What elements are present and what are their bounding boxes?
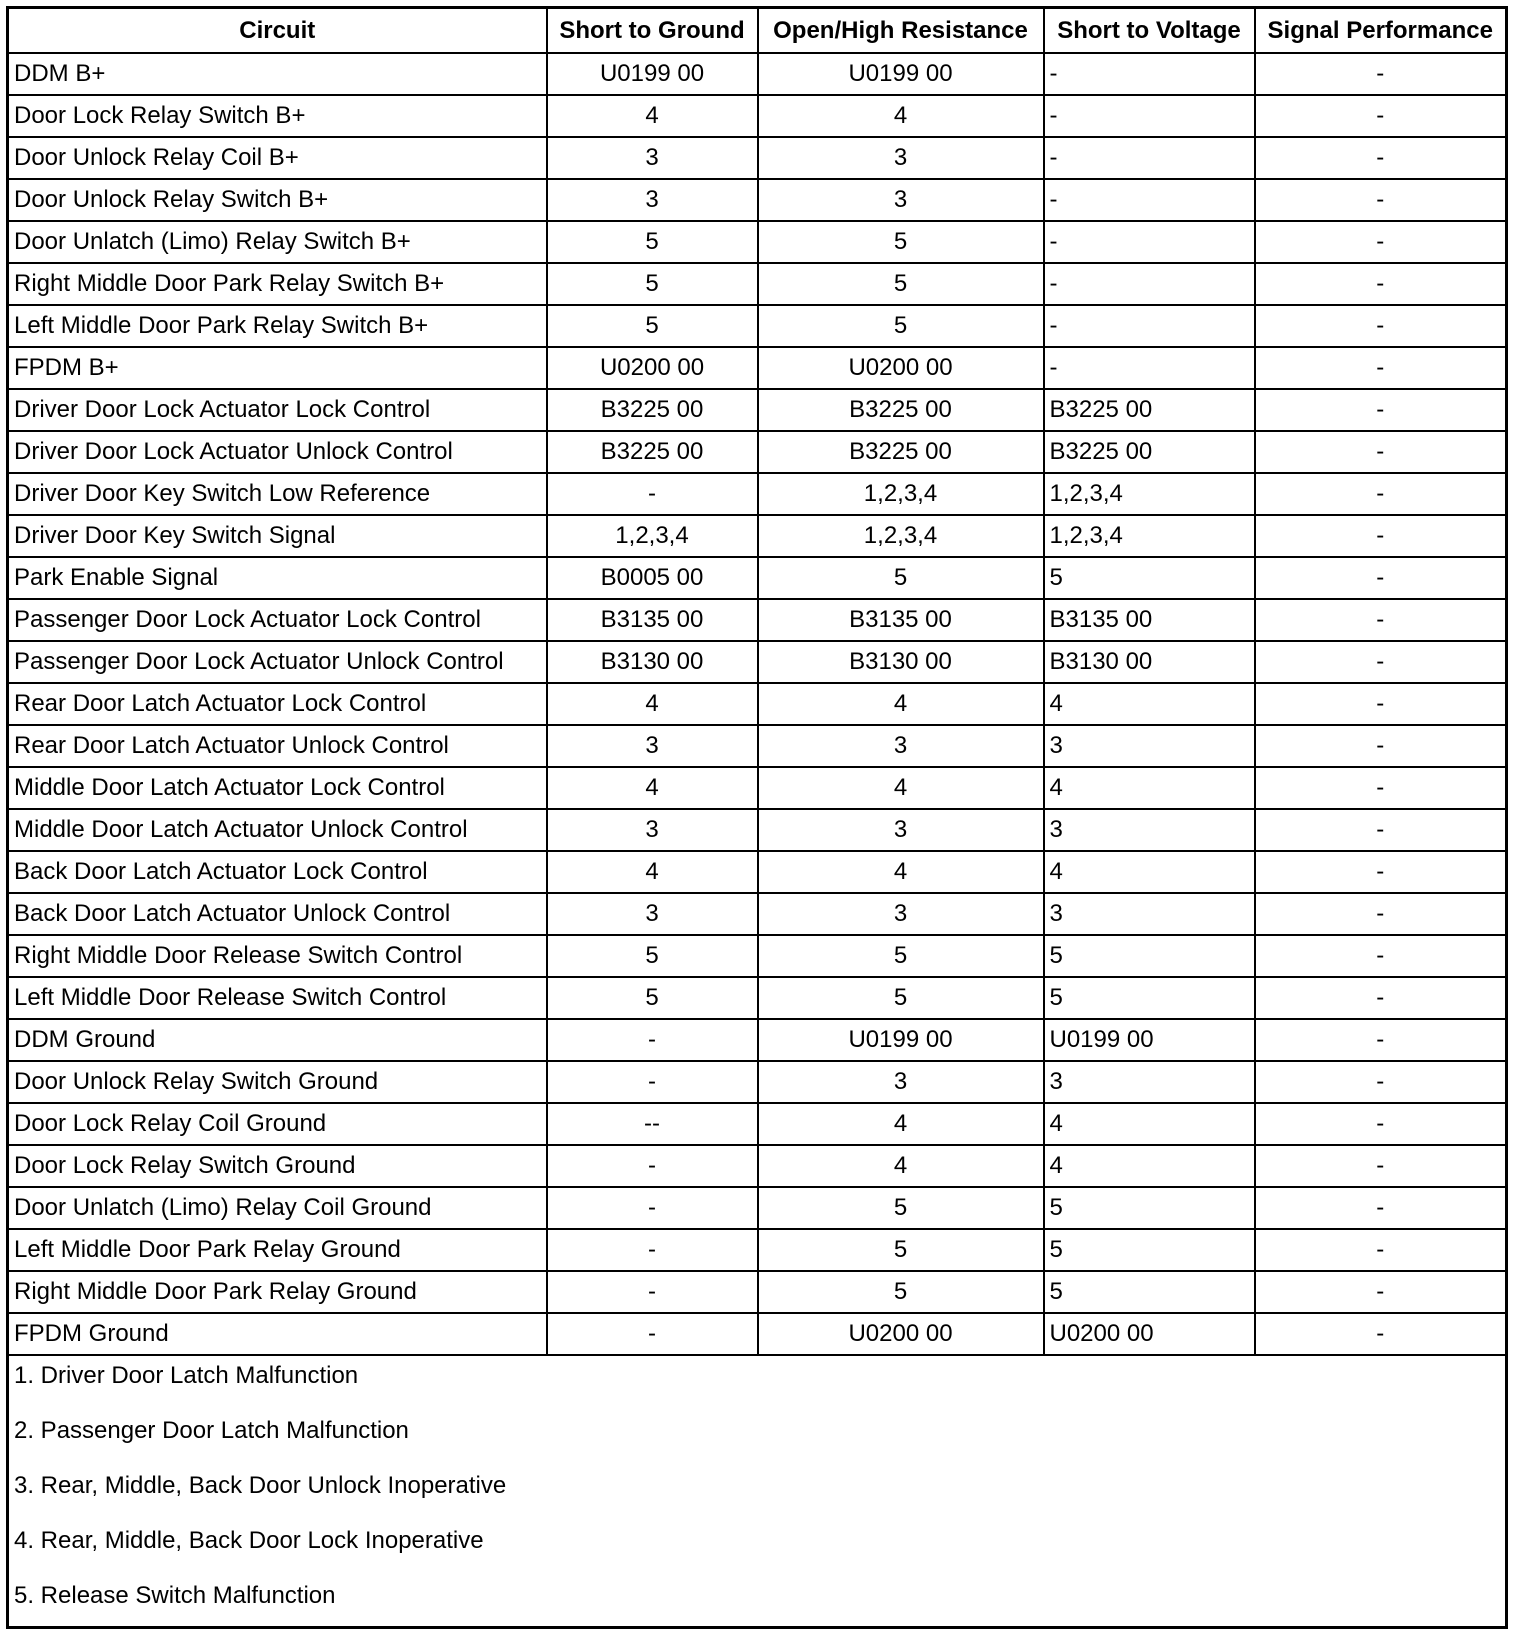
table-row [8, 893, 1507, 935]
cell-short-to-voltage: 1,2,3,4 [1044, 473, 1255, 515]
cell-circuit: Rear Door Latch Actuator Unlock Control [8, 725, 547, 767]
cell-open-high-resistance: 1,2,3,4 [758, 515, 1044, 557]
cell-signal-performance: - [1255, 515, 1507, 557]
cell-signal-performance: - [1255, 347, 1507, 389]
cell-short-to-voltage: 5 [1044, 977, 1255, 1019]
cell-short-to-ground: 4 [547, 95, 758, 137]
cell-short-to-ground: 4 [547, 767, 758, 809]
cell-short-to-ground: B3225 00 [547, 431, 758, 473]
cell-short-to-ground: U0200 00 [547, 347, 758, 389]
table-row [8, 1103, 1507, 1145]
cell-circuit: Passenger Door Lock Actuator Lock Control [8, 599, 547, 641]
cell-short-to-voltage: - [1044, 137, 1255, 179]
table-row [8, 599, 1507, 641]
cell-short-to-ground: B0005 00 [547, 557, 758, 599]
cell-short-to-voltage: - [1044, 179, 1255, 221]
cell-open-high-resistance: 5 [758, 1229, 1044, 1271]
cell-circuit: Rear Door Latch Actuator Lock Control [8, 683, 547, 725]
cell-open-high-resistance: U0199 00 [758, 1019, 1044, 1061]
cell-signal-performance: - [1255, 1061, 1507, 1103]
note-line: 2. Passenger Door Latch Malfunction [14, 1417, 409, 1444]
table-row [8, 473, 1507, 515]
cell-open-high-resistance: 4 [758, 767, 1044, 809]
cell-short-to-ground: 5 [547, 935, 758, 977]
cell-short-to-ground: 5 [547, 977, 758, 1019]
cell-signal-performance: - [1255, 851, 1507, 893]
cell-short-to-voltage: - [1044, 95, 1255, 137]
cell-short-to-voltage: - [1044, 347, 1255, 389]
table-row [8, 431, 1507, 473]
cell-circuit: Driver Door Key Switch Low Reference [8, 473, 547, 515]
cell-open-high-resistance: 5 [758, 1187, 1044, 1229]
cell-circuit: Door Unlatch (Limo) Relay Coil Ground [8, 1187, 547, 1229]
cell-open-high-resistance: 5 [758, 1271, 1044, 1313]
cell-circuit: Right Middle Door Release Switch Control [8, 935, 547, 977]
table-row [8, 935, 1507, 977]
note-line: 5. Release Switch Malfunction [14, 1582, 336, 1609]
cell-circuit: Door Unlock Relay Switch Ground [8, 1061, 547, 1103]
cell-short-to-ground: U0199 00 [547, 53, 758, 95]
cell-short-to-voltage: U0200 00 [1044, 1313, 1255, 1355]
cell-short-to-voltage: B3225 00 [1044, 389, 1255, 431]
cell-short-to-ground: 3 [547, 179, 758, 221]
cell-circuit: Right Middle Door Park Relay Ground [8, 1271, 547, 1313]
cell-signal-performance: - [1255, 1187, 1507, 1229]
cell-signal-performance: - [1255, 221, 1507, 263]
table-row [8, 1271, 1507, 1313]
cell-signal-performance: - [1255, 641, 1507, 683]
cell-signal-performance: - [1255, 1313, 1507, 1355]
cell-signal-performance: - [1255, 473, 1507, 515]
header-open-high-resistance: Open/High Resistance [758, 8, 1044, 54]
cell-short-to-voltage: U0199 00 [1044, 1019, 1255, 1061]
cell-open-high-resistance: 5 [758, 263, 1044, 305]
cell-short-to-voltage: 3 [1044, 809, 1255, 851]
cell-circuit: Driver Door Lock Actuator Lock Control [8, 389, 547, 431]
cell-short-to-voltage: 3 [1044, 1061, 1255, 1103]
header-signal-performance: Signal Performance [1255, 8, 1507, 54]
cell-short-to-voltage: 4 [1044, 851, 1255, 893]
header-short-to-voltage: Short to Voltage [1044, 8, 1255, 54]
note-line: 3. Rear, Middle, Back Door Unlock Inoperative [14, 1472, 507, 1499]
cell-short-to-ground: B3130 00 [547, 641, 758, 683]
table-row [8, 263, 1507, 305]
cell-circuit: Passenger Door Lock Actuator Unlock Control [8, 641, 547, 683]
cell-open-high-resistance: 5 [758, 305, 1044, 347]
table-row [8, 347, 1507, 389]
cell-circuit: Middle Door Latch Actuator Unlock Control [8, 809, 547, 851]
cell-short-to-voltage: 4 [1044, 1145, 1255, 1187]
cell-short-to-voltage: - [1044, 53, 1255, 95]
note-line: 1. Driver Door Latch Malfunction [14, 1362, 359, 1389]
cell-short-to-ground: - [547, 1145, 758, 1187]
cell-circuit: Middle Door Latch Actuator Lock Control [8, 767, 547, 809]
cell-open-high-resistance: U0199 00 [758, 53, 1044, 95]
cell-open-high-resistance: 5 [758, 977, 1044, 1019]
table-row [8, 809, 1507, 851]
cell-signal-performance: - [1255, 599, 1507, 641]
cell-short-to-ground: 4 [547, 851, 758, 893]
cell-signal-performance: - [1255, 1229, 1507, 1271]
cell-circuit: Left Middle Door Release Switch Control [8, 977, 547, 1019]
table-row [8, 1313, 1507, 1355]
table-row [8, 977, 1507, 1019]
circuit-dtc-table [6, 6, 1508, 1629]
cell-signal-performance: - [1255, 1145, 1507, 1187]
cell-short-to-voltage: 3 [1044, 725, 1255, 767]
cell-signal-performance: - [1255, 137, 1507, 179]
note-line: 4. Rear, Middle, Back Door Lock Inoperative [14, 1527, 484, 1554]
cell-short-to-ground: - [547, 1313, 758, 1355]
cell-open-high-resistance: 3 [758, 725, 1044, 767]
cell-signal-performance: - [1255, 1271, 1507, 1313]
cell-circuit: Door Lock Relay Switch B+ [8, 95, 547, 137]
cell-short-to-voltage: - [1044, 221, 1255, 263]
cell-short-to-ground: - [547, 1061, 758, 1103]
cell-short-to-voltage: 5 [1044, 1271, 1255, 1313]
cell-short-to-ground: -- [547, 1103, 758, 1145]
cell-short-to-voltage: 5 [1044, 935, 1255, 977]
cell-short-to-ground: - [547, 1187, 758, 1229]
cell-open-high-resistance: 3 [758, 809, 1044, 851]
cell-short-to-voltage: B3225 00 [1044, 431, 1255, 473]
cell-open-high-resistance: 4 [758, 1145, 1044, 1187]
table-row [8, 1061, 1507, 1103]
cell-circuit: Door Lock Relay Coil Ground [8, 1103, 547, 1145]
cell-short-to-ground: 4 [547, 683, 758, 725]
cell-open-high-resistance: U0200 00 [758, 347, 1044, 389]
cell-circuit: Back Door Latch Actuator Lock Control [8, 851, 547, 893]
cell-signal-performance: - [1255, 305, 1507, 347]
cell-short-to-voltage: 5 [1044, 1229, 1255, 1271]
cell-signal-performance: - [1255, 557, 1507, 599]
cell-short-to-voltage: B3130 00 [1044, 641, 1255, 683]
cell-circuit: Driver Door Lock Actuator Unlock Control [8, 431, 547, 473]
table-row [8, 767, 1507, 809]
cell-open-high-resistance: B3135 00 [758, 599, 1044, 641]
cell-signal-performance: - [1255, 725, 1507, 767]
cell-short-to-ground: 3 [547, 725, 758, 767]
table-row [8, 221, 1507, 263]
cell-signal-performance: - [1255, 53, 1507, 95]
cell-short-to-voltage: - [1044, 263, 1255, 305]
cell-signal-performance: - [1255, 179, 1507, 221]
cell-short-to-voltage: 1,2,3,4 [1044, 515, 1255, 557]
cell-signal-performance: - [1255, 95, 1507, 137]
cell-signal-performance: - [1255, 767, 1507, 809]
table-row [8, 851, 1507, 893]
cell-short-to-ground: 5 [547, 263, 758, 305]
cell-open-high-resistance: U0200 00 [758, 1313, 1044, 1355]
cell-short-to-ground: 5 [547, 221, 758, 263]
cell-signal-performance: - [1255, 935, 1507, 977]
cell-short-to-voltage: 5 [1044, 1187, 1255, 1229]
cell-circuit: DDM Ground [8, 1019, 547, 1061]
header-circuit: Circuit [8, 8, 547, 54]
cell-signal-performance: - [1255, 977, 1507, 1019]
cell-signal-performance: - [1255, 1103, 1507, 1145]
table-row [8, 95, 1507, 137]
cell-open-high-resistance: 5 [758, 221, 1044, 263]
cell-short-to-voltage: 4 [1044, 1103, 1255, 1145]
cell-short-to-ground: B3225 00 [547, 389, 758, 431]
cell-circuit: Left Middle Door Park Relay Ground [8, 1229, 547, 1271]
cell-circuit: Back Door Latch Actuator Unlock Control [8, 893, 547, 935]
cell-signal-performance: - [1255, 683, 1507, 725]
cell-open-high-resistance: 4 [758, 95, 1044, 137]
cell-short-to-ground: 1,2,3,4 [547, 515, 758, 557]
cell-circuit: Park Enable Signal [8, 557, 547, 599]
header-row [8, 8, 1507, 54]
table-row [8, 1229, 1507, 1271]
table-row [8, 683, 1507, 725]
notes-row [8, 1355, 1507, 1628]
cell-circuit: Left Middle Door Park Relay Switch B+ [8, 305, 547, 347]
cell-short-to-voltage: 3 [1044, 893, 1255, 935]
table-row [8, 389, 1507, 431]
header-short-to-ground: Short to Ground [547, 8, 758, 54]
cell-circuit: Door Unlatch (Limo) Relay Switch B+ [8, 221, 547, 263]
cell-short-to-voltage: B3135 00 [1044, 599, 1255, 641]
cell-circuit: FPDM B+ [8, 347, 547, 389]
cell-signal-performance: - [1255, 263, 1507, 305]
cell-circuit: Right Middle Door Park Relay Switch B+ [8, 263, 547, 305]
cell-signal-performance: - [1255, 809, 1507, 851]
cell-short-to-ground: B3135 00 [547, 599, 758, 641]
cell-open-high-resistance: 4 [758, 1103, 1044, 1145]
cell-open-high-resistance: 4 [758, 851, 1044, 893]
cell-signal-performance: - [1255, 389, 1507, 431]
cell-circuit: DDM B+ [8, 53, 547, 95]
table-row [8, 725, 1507, 767]
cell-short-to-ground: - [547, 1019, 758, 1061]
cell-signal-performance: - [1255, 893, 1507, 935]
cell-open-high-resistance: 5 [758, 935, 1044, 977]
cell-open-high-resistance: B3225 00 [758, 431, 1044, 473]
cell-open-high-resistance: 1,2,3,4 [758, 473, 1044, 515]
cell-circuit: Door Unlock Relay Switch B+ [8, 179, 547, 221]
cell-short-to-ground: 3 [547, 893, 758, 935]
cell-short-to-voltage: - [1044, 305, 1255, 347]
cell-short-to-ground: - [547, 1271, 758, 1313]
table-row [8, 1145, 1507, 1187]
cell-open-high-resistance: B3130 00 [758, 641, 1044, 683]
table-row [8, 179, 1507, 221]
table-row [8, 1187, 1507, 1229]
cell-open-high-resistance: 5 [758, 557, 1044, 599]
cell-signal-performance: - [1255, 1019, 1507, 1061]
cell-short-to-ground: - [547, 1229, 758, 1271]
cell-open-high-resistance: 3 [758, 137, 1044, 179]
table-row [8, 641, 1507, 683]
cell-circuit: Door Lock Relay Switch Ground [8, 1145, 547, 1187]
cell-short-to-ground: 3 [547, 809, 758, 851]
table-body [8, 53, 1507, 1355]
cell-short-to-voltage: 5 [1044, 557, 1255, 599]
cell-open-high-resistance: 3 [758, 179, 1044, 221]
cell-open-high-resistance: 3 [758, 1061, 1044, 1103]
table-row [8, 515, 1507, 557]
cell-short-to-ground: - [547, 473, 758, 515]
table-row [8, 53, 1507, 95]
cell-circuit: Door Unlock Relay Coil B+ [8, 137, 547, 179]
cell-circuit: Driver Door Key Switch Signal [8, 515, 547, 557]
notes-cell [8, 1355, 1507, 1628]
cell-open-high-resistance: 4 [758, 683, 1044, 725]
cell-circuit: FPDM Ground [8, 1313, 547, 1355]
table-row [8, 1019, 1507, 1061]
table-row [8, 137, 1507, 179]
cell-open-high-resistance: 3 [758, 893, 1044, 935]
cell-signal-performance: - [1255, 431, 1507, 473]
cell-short-to-ground: 3 [547, 137, 758, 179]
table-row [8, 305, 1507, 347]
cell-short-to-ground: 5 [547, 305, 758, 347]
cell-open-high-resistance: B3225 00 [758, 389, 1044, 431]
cell-short-to-voltage: 4 [1044, 683, 1255, 725]
cell-short-to-voltage: 4 [1044, 767, 1255, 809]
table-row [8, 557, 1507, 599]
